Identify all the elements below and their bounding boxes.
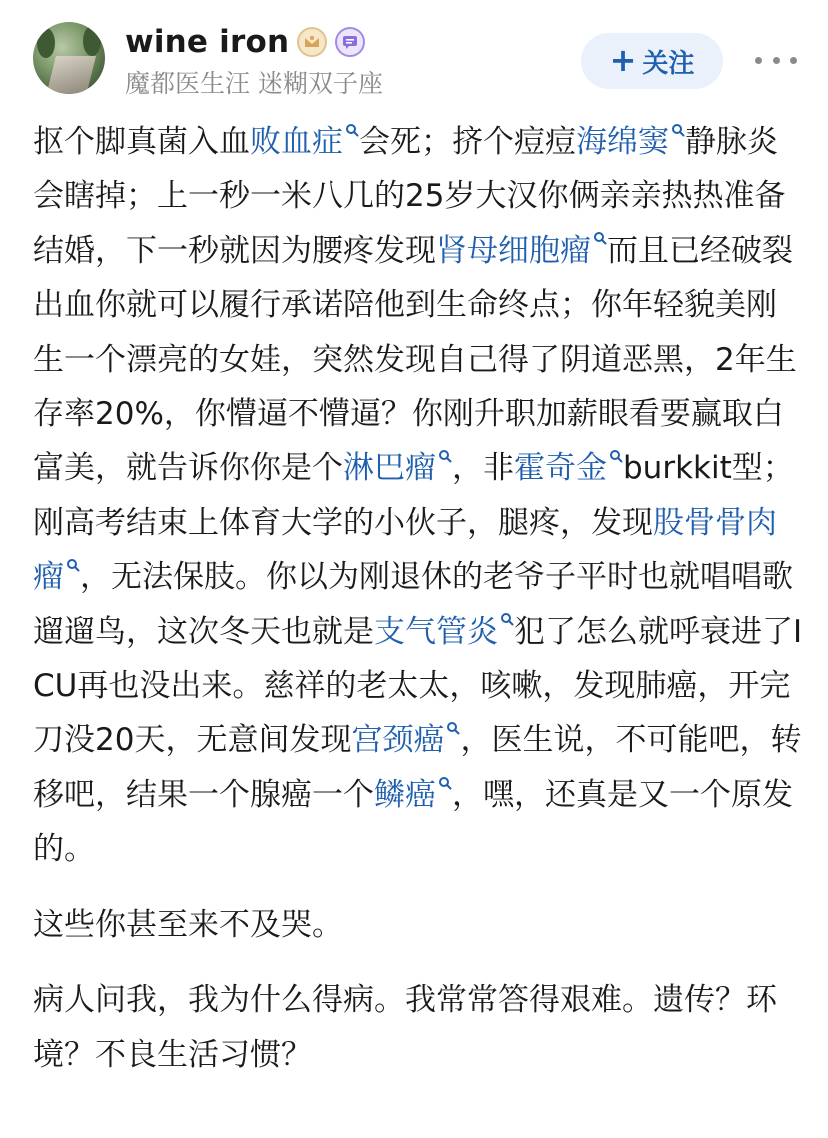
search-icon xyxy=(593,231,607,247)
post-paragraph xyxy=(33,898,803,952)
keyword-search-link[interactable]: 股骨骨肉瘤 xyxy=(33,504,777,596)
keyword-search-link[interactable]: 败血症 xyxy=(250,124,343,160)
keyword-search-link[interactable]: 霍奇金 xyxy=(514,450,607,487)
dot xyxy=(790,57,797,64)
avatar-tree-decoration xyxy=(83,26,101,56)
dot xyxy=(755,57,762,64)
post-paragraph xyxy=(33,973,803,1082)
keyword-search-link[interactable]: 淋巴瘤 xyxy=(343,450,436,487)
post-paragraph xyxy=(33,115,803,877)
keyword-search-link[interactable]: 海绵窦 xyxy=(576,124,669,160)
search-icon xyxy=(66,558,80,574)
post-text: burkkit型；刚高考结束上体育大学的小伙子，腿疼，发现 xyxy=(33,450,794,541)
post-body xyxy=(33,115,803,1082)
search-icon xyxy=(500,612,514,628)
gold-badge-icon[interactable] xyxy=(297,27,327,57)
keyword-wrapper[interactable] xyxy=(374,777,452,813)
purple-badge-icon[interactable] xyxy=(335,27,365,57)
keyword-search-link[interactable]: 肾母细胞瘤 xyxy=(436,232,591,269)
post-text: 犯了怎么就呼衰进了ICU再也没出来。慈祥的老太太，咳嗽，发现肺癌，开完刀没20天，无意间发现 xyxy=(33,613,803,759)
follow-label: 关注 xyxy=(642,48,695,79)
keyword-search-link[interactable]: 支气管炎 xyxy=(374,613,498,650)
search-icon xyxy=(438,776,452,792)
keyword-search-link[interactable]: 鳞癌 xyxy=(374,776,436,813)
more-dots-icon[interactable] xyxy=(755,48,797,72)
post-text: 病人问我，我为什么得病。我常常答得艰难。遗传？环境？不良生活习惯？ xyxy=(33,982,777,1073)
avatar[interactable] xyxy=(33,22,105,94)
avatar-tree-decoration xyxy=(37,28,55,58)
search-icon xyxy=(438,449,452,465)
post-text: 静脉炎会瞎掉；上一秒一米八几的25岁大汉你俩亲亲热热准备结婚，下一秒就因为腰疼发现 xyxy=(33,124,786,269)
post-text: ，嘿，还真是又一个原发的。 xyxy=(33,776,793,868)
dot xyxy=(773,57,780,64)
avatar-road-decoration xyxy=(46,56,96,94)
post-text: 这些你甚至来不及哭。 xyxy=(33,906,343,943)
search-icon xyxy=(609,449,623,465)
post-text: ，非 xyxy=(452,450,514,487)
post-text: 会死；挤个痘痘 xyxy=(359,124,576,160)
keyword-search-link[interactable]: 宫颈癌 xyxy=(351,722,445,759)
user-subtitle: 魔都医生汪 迷糊双子座 xyxy=(125,69,383,98)
keyword-wrapper[interactable] xyxy=(374,614,514,650)
post-text: ，医生说，不可能吧，转移吧，结果一个腺癌一个 xyxy=(33,722,802,813)
keyword-wrapper[interactable] xyxy=(343,450,452,486)
keyword-wrapper[interactable] xyxy=(250,124,359,160)
plus-icon: + xyxy=(609,40,637,79)
keyword-wrapper[interactable] xyxy=(351,722,460,758)
search-icon xyxy=(345,123,359,139)
name-row xyxy=(125,22,365,62)
search-icon xyxy=(446,721,460,737)
post-text: 抠个脚真菌入血 xyxy=(33,124,250,160)
keyword-wrapper[interactable] xyxy=(514,450,623,486)
keyword-wrapper[interactable] xyxy=(436,233,607,269)
search-icon xyxy=(671,123,685,139)
keyword-wrapper[interactable] xyxy=(576,124,685,160)
post-text: 而且已经破裂出血你就可以履行承诺陪他到生命终点；你年轻貌美刚生一个漂亮的女娃，突然发现自己得了阴道恶黑，2年生存率20%，你懵逼不懵逼？你刚升职加薪眼看要赢取白富美，就告诉你你是个 xyxy=(33,232,797,487)
follow-button[interactable] xyxy=(581,33,723,89)
post-text: ，无法保肢。你以为刚退休的老爷子平时也就唱唱歌遛遛鸟，这次冬天也就是 xyxy=(33,559,793,650)
post-header xyxy=(0,0,828,108)
username[interactable]: wine iron xyxy=(125,24,290,60)
